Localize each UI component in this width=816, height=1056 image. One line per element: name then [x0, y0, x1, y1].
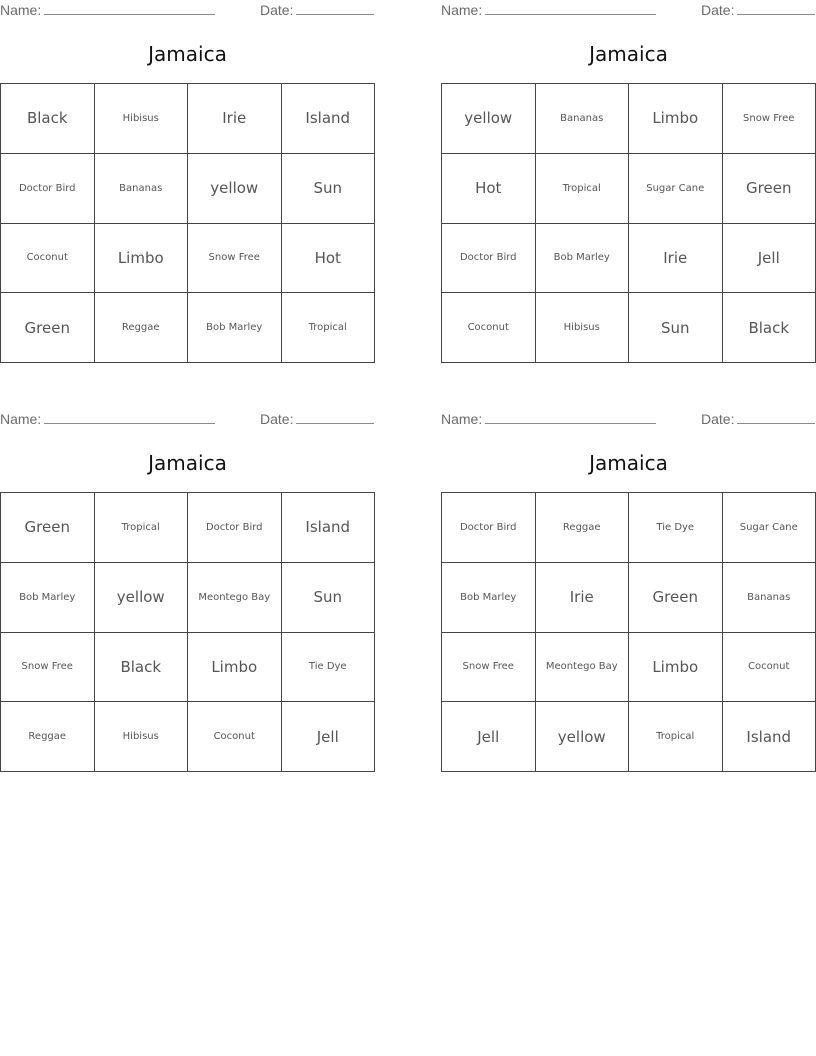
date-label: Date:	[260, 2, 294, 18]
bingo-cell: Snow Free	[723, 84, 816, 154]
bingo-cell: Irie	[629, 224, 723, 294]
bingo-cell: Hibisus	[95, 84, 189, 154]
bingo-cell: Meontego Bay	[188, 563, 282, 633]
bingo-card	[0, 0, 375, 337]
bingo-cell: Snow Free	[442, 633, 536, 703]
bingo-cell: Irie	[188, 84, 282, 154]
bingo-cell: Black	[1, 84, 95, 154]
bingo-cell: Green	[1, 293, 95, 363]
name-field[interactable]	[0, 411, 215, 427]
bingo-cell: Coconut	[188, 702, 282, 772]
bingo-cell: Irie	[536, 563, 630, 633]
bingo-cell: Doctor Bird	[442, 224, 536, 294]
bingo-cell: yellow	[188, 154, 282, 224]
date-field[interactable]	[701, 2, 815, 18]
bingo-cell: Bob Marley	[442, 563, 536, 633]
date-blank-line	[737, 2, 815, 15]
bingo-card	[441, 409, 816, 746]
bingo-cell: Sun	[282, 154, 376, 224]
bingo-cell: Bob Marley	[188, 293, 282, 363]
bingo-grid	[441, 83, 816, 363]
name-label: Name:	[441, 411, 483, 427]
bingo-cell: Black	[95, 633, 189, 703]
bingo-cell: Bananas	[95, 154, 189, 224]
bingo-cell: Coconut	[723, 633, 816, 703]
bingo-cell: Jell	[442, 702, 536, 772]
bingo-card	[441, 0, 816, 337]
bingo-cell: Sugar Cane	[629, 154, 723, 224]
bingo-cell: Limbo	[188, 633, 282, 703]
bingo-cell: Hot	[282, 224, 376, 294]
date-field[interactable]	[701, 411, 815, 427]
bingo-cell: Reggae	[1, 702, 95, 772]
bingo-cell: Island	[282, 84, 376, 154]
card-title: Jamaica	[589, 451, 668, 475]
bingo-cell: Limbo	[95, 224, 189, 294]
date-label: Date:	[701, 2, 735, 18]
name-blank-line	[485, 2, 656, 15]
bingo-card	[0, 409, 375, 746]
bingo-cell: Bob Marley	[1, 563, 95, 633]
name-blank-line	[485, 411, 656, 424]
card-header	[0, 409, 375, 431]
name-label: Name:	[0, 2, 42, 18]
name-field[interactable]	[441, 411, 656, 427]
bingo-grid	[0, 492, 375, 772]
bingo-cell: Limbo	[629, 633, 723, 703]
bingo-cell: Sun	[282, 563, 376, 633]
name-blank-line	[44, 2, 215, 15]
name-label: Name:	[441, 2, 483, 18]
bingo-cell: Snow Free	[188, 224, 282, 294]
bingo-cell: Hot	[442, 154, 536, 224]
name-blank-line	[44, 411, 215, 424]
bingo-cell: Jell	[282, 702, 376, 772]
name-field[interactable]	[0, 2, 215, 18]
bingo-grid	[441, 492, 816, 772]
card-title: Jamaica	[148, 451, 227, 475]
bingo-grid	[0, 83, 375, 363]
bingo-cell: Tie Dye	[282, 633, 376, 703]
bingo-cell: Reggae	[95, 293, 189, 363]
date-field[interactable]	[260, 2, 374, 18]
bingo-cell: Sugar Cane	[723, 493, 816, 563]
date-blank-line	[737, 411, 815, 424]
bingo-cell: Green	[723, 154, 816, 224]
bingo-cell: Limbo	[629, 84, 723, 154]
bingo-cell: Black	[723, 293, 816, 363]
bingo-cell: Coconut	[1, 224, 95, 294]
bingo-cell: Hibisus	[95, 702, 189, 772]
bingo-cell: Island	[282, 493, 376, 563]
date-blank-line	[296, 2, 374, 15]
name-field[interactable]	[441, 2, 656, 18]
bingo-cell: Island	[723, 702, 816, 772]
card-header	[0, 0, 375, 22]
bingo-cell: Snow Free	[1, 633, 95, 703]
bingo-cell: Tie Dye	[629, 493, 723, 563]
date-label: Date:	[260, 411, 294, 427]
bingo-cell: yellow	[536, 702, 630, 772]
bingo-cell: Reggae	[536, 493, 630, 563]
card-title: Jamaica	[148, 42, 227, 66]
date-label: Date:	[701, 411, 735, 427]
bingo-cell: Green	[1, 493, 95, 563]
bingo-cell: Doctor Bird	[188, 493, 282, 563]
bingo-cell: Meontego Bay	[536, 633, 630, 703]
bingo-cell: Doctor Bird	[1, 154, 95, 224]
bingo-cell: Coconut	[442, 293, 536, 363]
name-label: Name:	[0, 411, 42, 427]
bingo-cell: Jell	[723, 224, 816, 294]
bingo-cell: Sun	[629, 293, 723, 363]
bingo-cell: yellow	[442, 84, 536, 154]
card-title: Jamaica	[589, 42, 668, 66]
bingo-cell: Tropical	[536, 154, 630, 224]
bingo-cell: Tropical	[282, 293, 376, 363]
bingo-cell: yellow	[95, 563, 189, 633]
date-blank-line	[296, 411, 374, 424]
bingo-cell: Bananas	[723, 563, 816, 633]
bingo-cell: Hibisus	[536, 293, 630, 363]
bingo-cell: Bob Marley	[536, 224, 630, 294]
bingo-cell: Tropical	[629, 702, 723, 772]
bingo-cell: Tropical	[95, 493, 189, 563]
bingo-cell: Doctor Bird	[442, 493, 536, 563]
bingo-cell: Bananas	[536, 84, 630, 154]
card-header	[441, 0, 816, 22]
date-field[interactable]	[260, 411, 374, 427]
bingo-cell: Green	[629, 563, 723, 633]
card-header	[441, 409, 816, 431]
